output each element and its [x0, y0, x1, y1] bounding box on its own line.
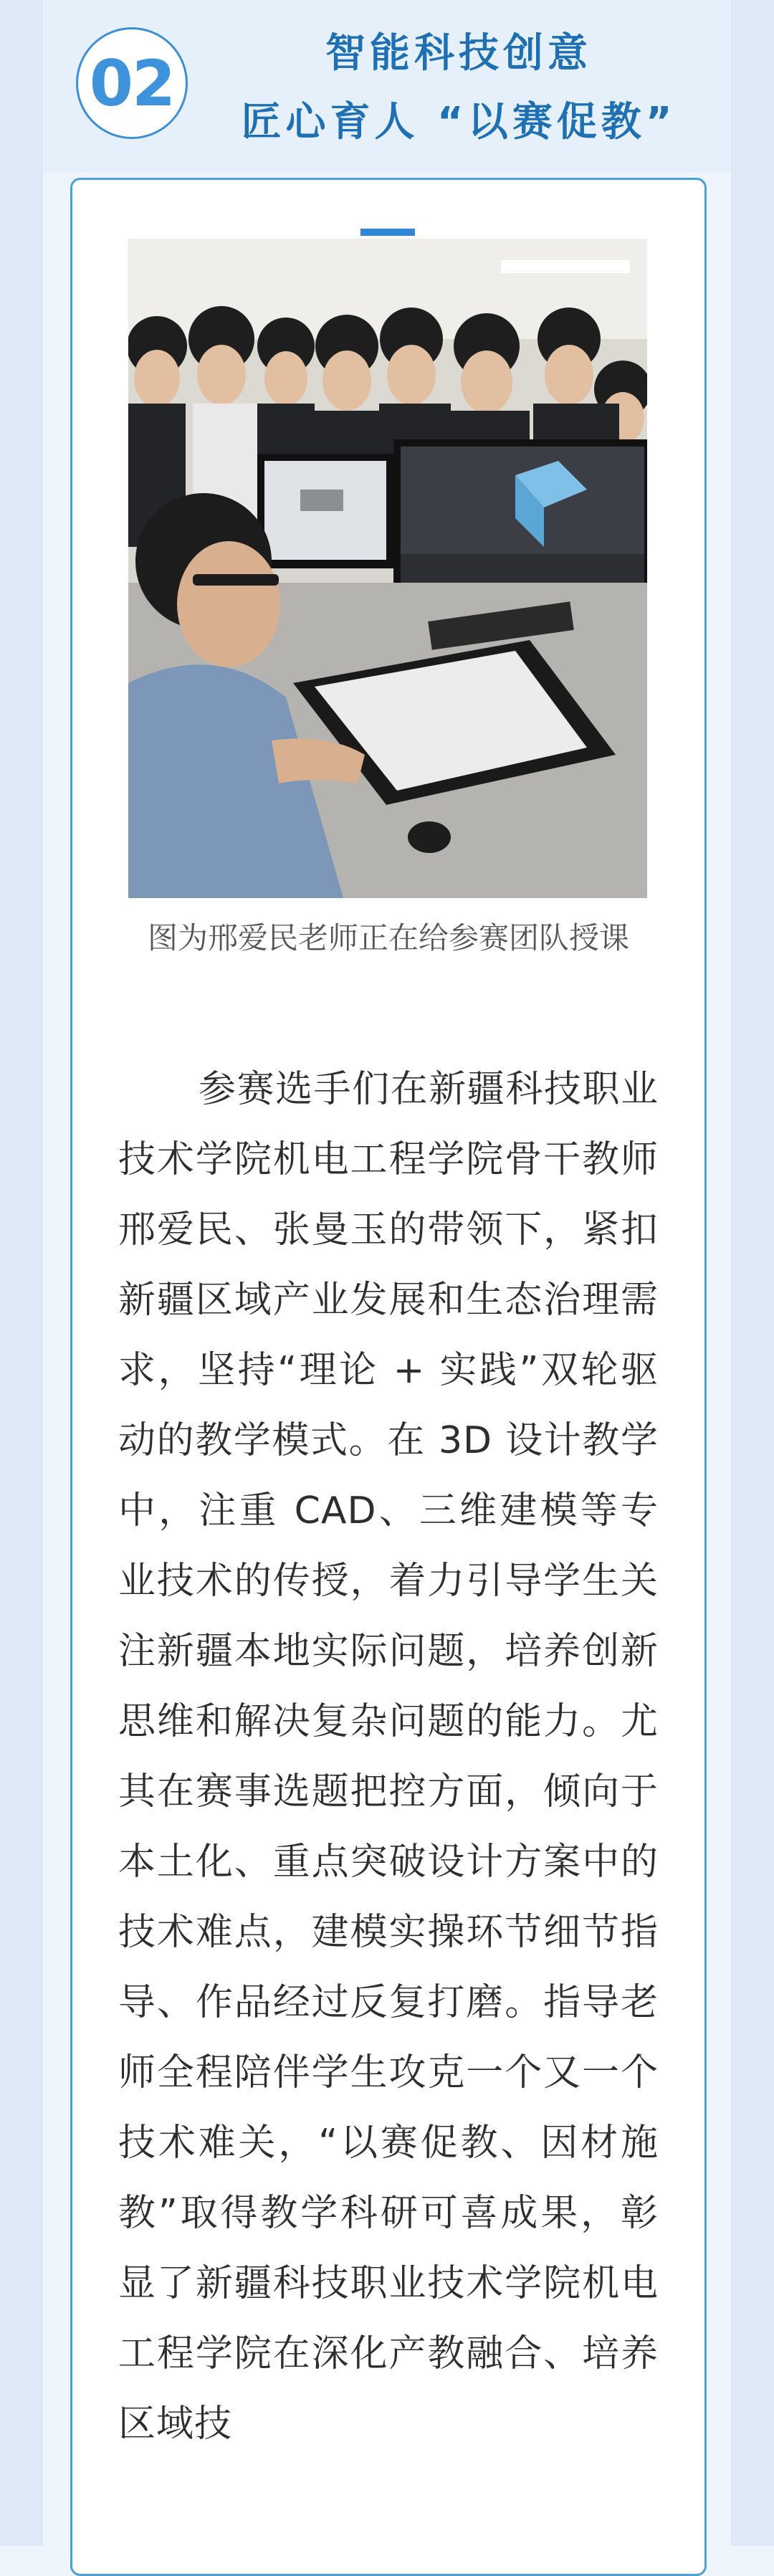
- section-title-line1: 智能科技创意: [325, 30, 592, 77]
- section-number: 02: [89, 46, 175, 120]
- classroom-photo: [128, 239, 647, 898]
- card-accent-bar: [360, 229, 415, 236]
- section-title-line2: 匠心育人 “以赛促教”: [241, 99, 677, 146]
- photo-caption: 图为邢爱民老师正在给参赛团队授课: [147, 920, 629, 955]
- article-paragraph: 参赛选手们在新疆科技职业技术学院机电工程学院骨干教师邢爱民、张曼玉的带领下，紧扣新疆区域产业发展和生态治理需求，坚持“理论 + 实践”双轮驱动的教学模式。在 3D 设计教学中，注重 CAD、三维建模等专业技术的传授，着力引导学生关注新疆本地实际问题，培养创新思维和解决复杂问题的能力。尤其在赛事选题把控方面，倾向于本土化、重点突破设计方案中的技术难点，建模实操环节细节指导、作品经过反复打磨。指导老师全程陪伴学生攻克一个又一个技术难关，“以赛促教、因材施教”取得教学科研可喜成果，彰显了新疆科技职业技术学院机电工程学院在深化产教融合、培养区域技: [118, 1068, 659, 2446]
- section-number-badge: [76, 27, 188, 139]
- left-margin: [0, 0, 43, 2546]
- right-margin: [731, 0, 774, 2546]
- classroom-photo-illustration: [128, 239, 647, 898]
- content-card: [70, 178, 707, 2576]
